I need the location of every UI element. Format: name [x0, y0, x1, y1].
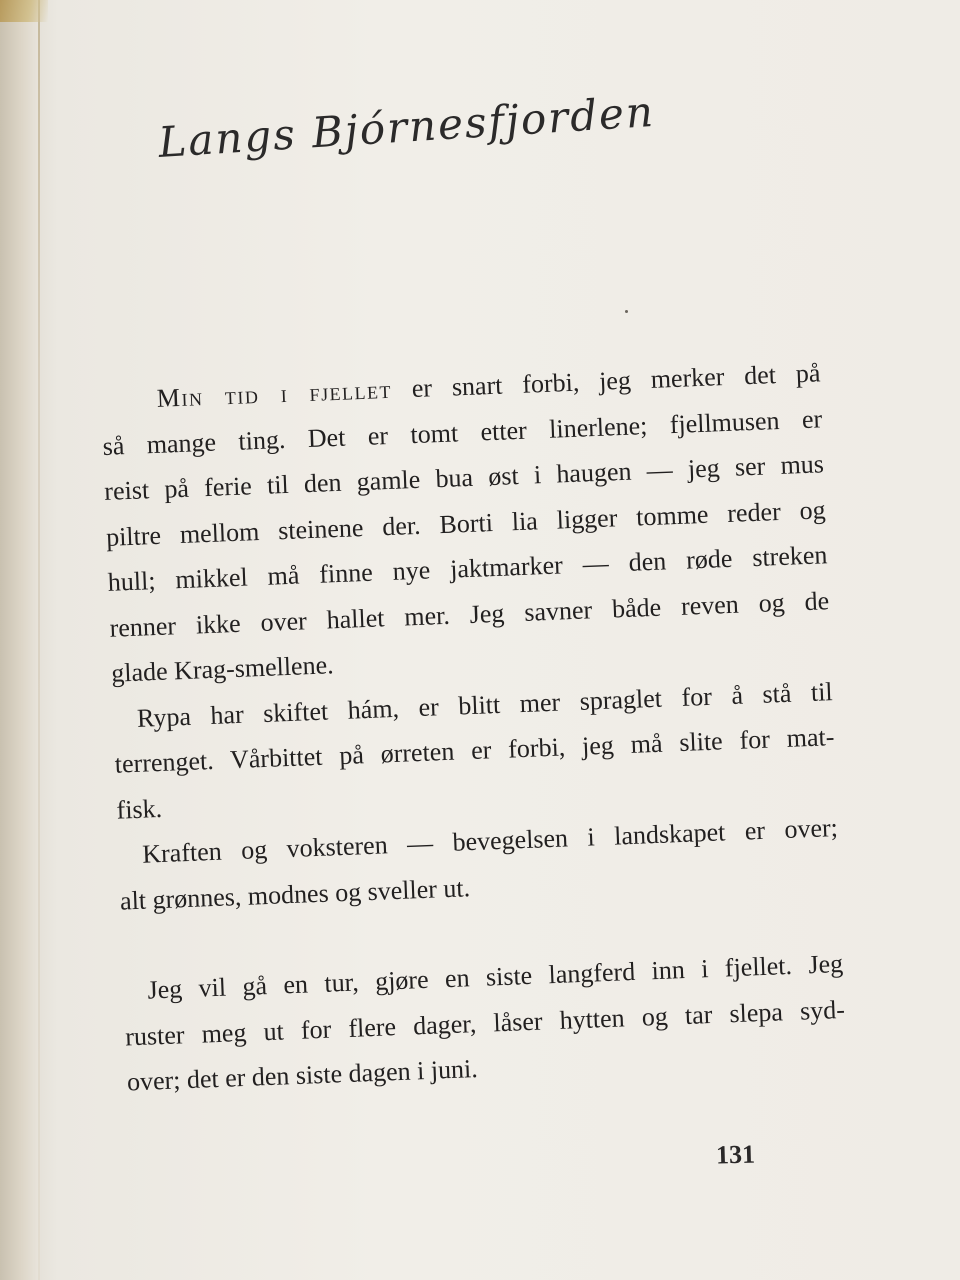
text-line: hull; mikkel må finne nye jaktmarker — den røde streken — [107, 540, 828, 597]
paper-speck — [625, 310, 628, 313]
text-line: så mange ting. Det er tomt etter linerlene; fjellmusen er — [102, 403, 823, 461]
text-line: fisk. — [116, 793, 163, 825]
text-line: piltre mellom steinene der. Borti lia ligger tomme reder og — [105, 494, 827, 552]
text-line: ruster meg ut for flere dager, låser hytten og tar slepa syd- — [124, 994, 846, 1052]
text-line: over; det er den siste dagen i juni. — [126, 1054, 479, 1097]
small-caps-opening: Min tid i fjellet — [156, 374, 393, 413]
page-number: 131 — [715, 1139, 756, 1170]
chapter-text — [100, 350, 847, 1105]
text-line: renner ikke over hallet mer. Jeg savner både reven og de — [109, 585, 830, 643]
text-line: Jeg vil gå en tur, gjøre en siste langferd inn i fjellet. Jeg — [146, 948, 844, 1005]
text-line: reist på ferie til den gamle bua øst i haugen — jeg ser mus — [103, 449, 825, 506]
chapter-title: Langs Bjórnesfjorden — [156, 86, 657, 167]
text-line: alt grønnes, modnes og sveller ut. — [119, 872, 471, 916]
text-line: Rypa har skiftet hám, er blitt mer spraglet for å stå til — [136, 676, 834, 733]
text-line: Kraften og voksteren — bevegelsen i landskapet er over; — [141, 813, 839, 869]
text-line: terrenget. Vårbittet på ørreten er forbi, jeg må slite for mat- — [114, 722, 835, 779]
text-line: Min tid i fjellet er snart forbi, jeg merker det på — [156, 358, 821, 413]
text-line: glade Krag-smellene. — [110, 650, 335, 688]
